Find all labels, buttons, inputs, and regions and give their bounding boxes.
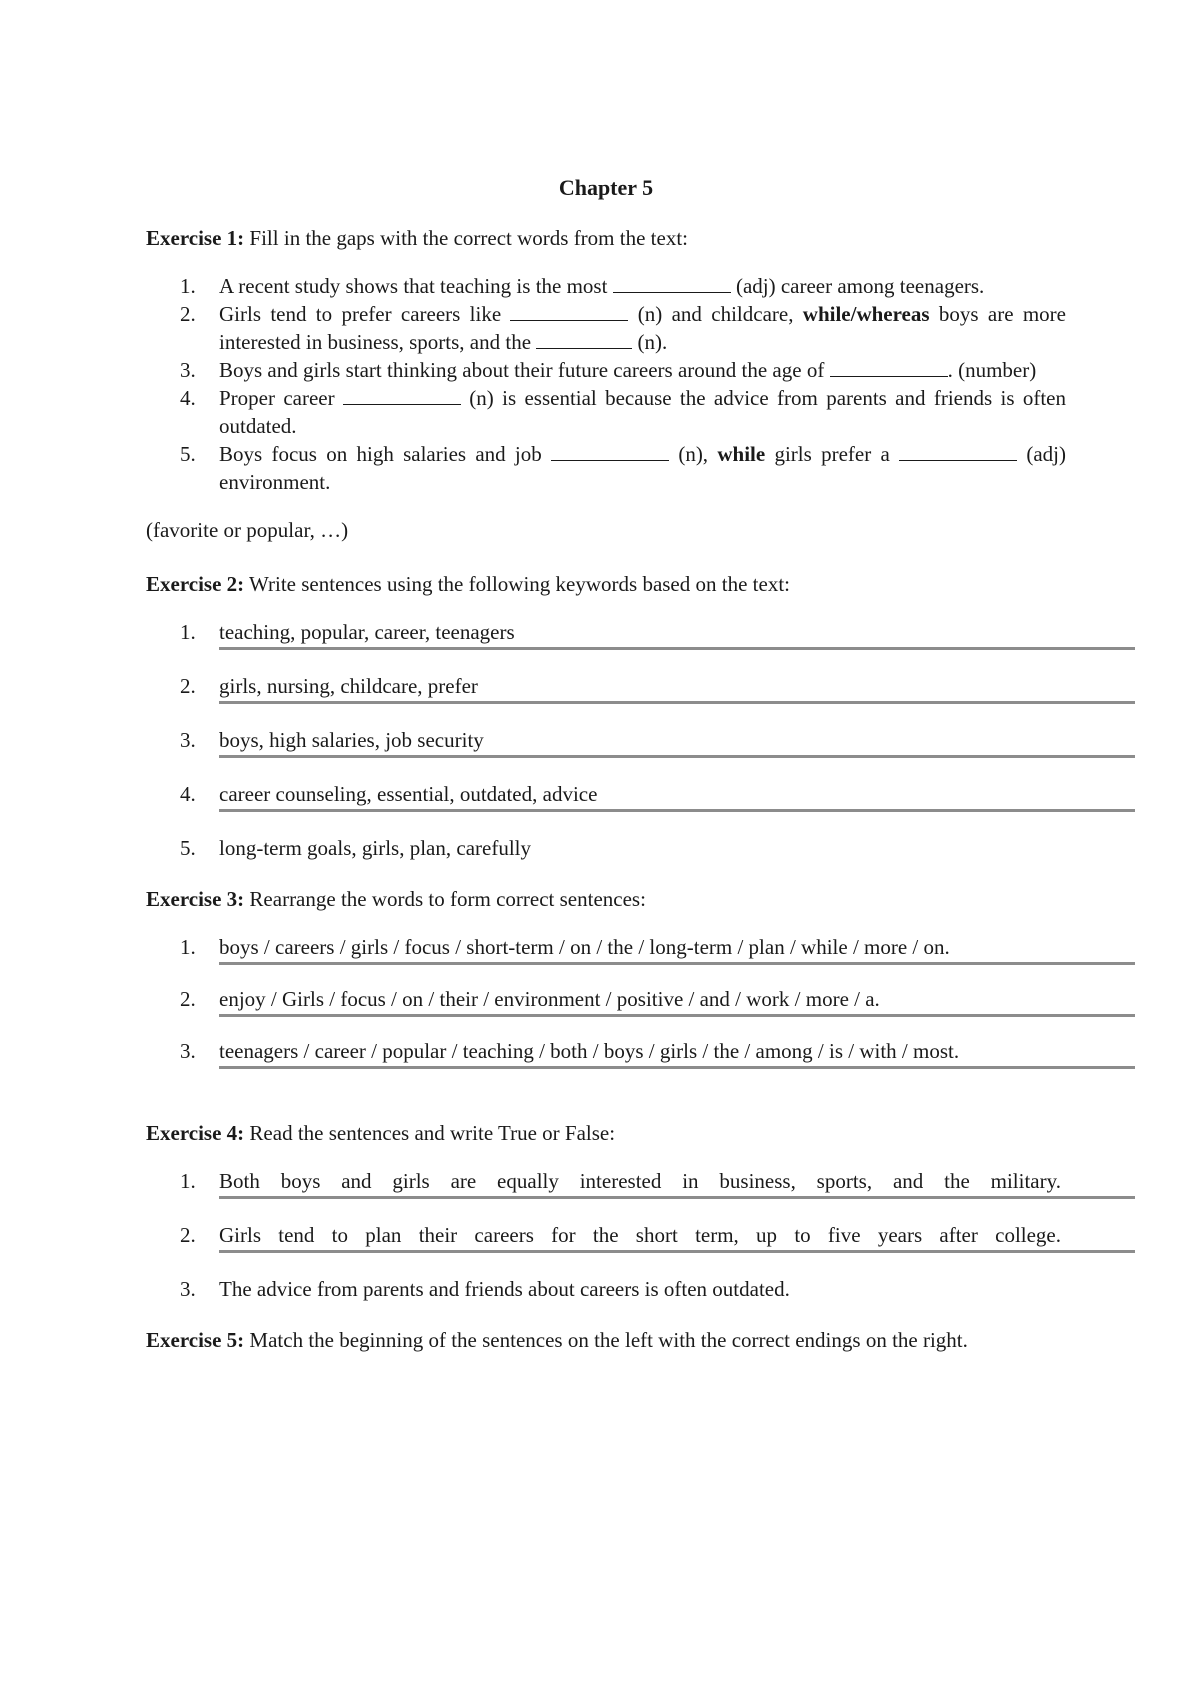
exercise5-instruction: Match the beginning of the sentences on the left with the correct endings on the right. xyxy=(244,1328,968,1352)
answer-line[interactable]: boys, high salaries, job security xyxy=(219,726,1135,758)
exercise2-item-3[interactable] xyxy=(146,726,1066,758)
item-text: girls prefer a xyxy=(765,442,900,466)
item-number: 2. xyxy=(180,987,196,1011)
exercise1-heading xyxy=(146,224,1066,252)
item-text: Proper career xyxy=(219,386,343,410)
bold-keyword: while xyxy=(717,442,766,466)
item-text: boys are more interested in business, sports, and the xyxy=(219,302,1066,354)
item-number: 2. xyxy=(180,1223,196,1247)
answer-line[interactable]: girls, nursing, childcare, prefer xyxy=(219,672,1135,704)
fill-blank[interactable] xyxy=(551,440,669,461)
item-text: teenagers / career / popular / teaching / both / boys / girls / the / among / is / with / most. xyxy=(219,1039,960,1063)
exercise1-list xyxy=(146,272,1066,496)
exercise5-heading xyxy=(146,1326,1062,1354)
worksheet-page xyxy=(146,174,1066,1354)
exercise2-item-5 xyxy=(146,834,1066,863)
exercise4-label: Exercise 4: xyxy=(146,1121,245,1145)
exercise3-item-3[interactable] xyxy=(146,1037,1066,1069)
exercise4-item-2[interactable] xyxy=(146,1221,1066,1253)
answer-line[interactable]: career counseling, essential, outdated, advice xyxy=(219,780,1135,812)
item-text: (n) is essential because the advice from parents and friends is often outdated. xyxy=(219,386,1066,438)
answer-line[interactable]: teaching, popular, career, teenagers xyxy=(219,618,1135,650)
item-number: 1. xyxy=(180,1169,196,1193)
item-number: 4. xyxy=(180,386,196,410)
exercise3-heading xyxy=(146,885,1066,913)
exercise1-item-5 xyxy=(146,440,1066,496)
exercise3-item-2[interactable] xyxy=(146,985,1066,1017)
exercise1-item-3 xyxy=(146,356,1066,384)
fill-blank[interactable] xyxy=(830,356,948,377)
exercise1-item-1 xyxy=(146,272,1066,300)
exercise3-instruction: Rearrange the words to form correct sentences: xyxy=(244,887,646,911)
item-text: (n). xyxy=(632,330,668,354)
exercise4-item-1[interactable] xyxy=(146,1167,1066,1199)
exercise4-instruction: Read the sentences and write True or False: xyxy=(244,1121,616,1145)
exercise1-label: Exercise 1: xyxy=(146,226,245,250)
exercise4-heading xyxy=(146,1119,1066,1147)
item-text: long-term goals, girls, plan, carefully xyxy=(219,836,531,860)
item-number: 4. xyxy=(180,782,196,806)
exercise2-heading xyxy=(146,570,1066,598)
item-number: 3. xyxy=(180,358,196,382)
item-text: boys / careers / girls / focus / short-term / on / the / long-term / plan / while / more / on. xyxy=(219,935,950,959)
item-number: 1. xyxy=(180,620,196,644)
exercise1-item-2 xyxy=(146,300,1066,356)
exercise3-item-1[interactable] xyxy=(146,933,1066,965)
answer-line[interactable] xyxy=(219,1167,1135,1199)
item-number: 3. xyxy=(180,1039,196,1063)
answer-line[interactable] xyxy=(219,1037,1135,1069)
fill-blank[interactable] xyxy=(510,300,628,321)
item-text: enjoy / Girls / focus / on / their / environment / positive / and / work / more / a. xyxy=(219,987,880,1011)
item-number: 3. xyxy=(180,728,196,752)
item-text: A recent study shows that teaching is the most xyxy=(219,274,613,298)
item-text: (adj) career among teenagers. xyxy=(730,274,985,298)
item-text: (adj) environment. xyxy=(219,442,1066,494)
exercise3-label: Exercise 3: xyxy=(146,887,245,911)
exercise3-list xyxy=(146,933,1066,1069)
fill-blank[interactable] xyxy=(536,328,632,349)
item-text: (n) and childcare, xyxy=(628,302,803,326)
item-text: Girls tend to prefer careers like xyxy=(219,302,511,326)
answer-line[interactable] xyxy=(219,1221,1135,1253)
item-text: Boys and girls start thinking about their future careers around the age of xyxy=(219,358,830,382)
fill-blank[interactable] xyxy=(343,384,461,405)
bold-keyword: while/whereas xyxy=(802,302,930,326)
exercise5-label: Exercise 5: xyxy=(146,1328,245,1352)
exercise1-item-4 xyxy=(146,384,1066,440)
item-number: 1. xyxy=(180,274,196,298)
exercise4-item-3 xyxy=(146,1275,1066,1304)
item-text: . (number) xyxy=(947,358,1037,382)
exercise1-note: (favorite or popular, …) xyxy=(146,518,349,542)
chapter-title: Chapter 5 xyxy=(558,175,654,200)
exercise2-item-4[interactable] xyxy=(146,780,1066,812)
exercise1-instruction: Fill in the gaps with the correct words from the text: xyxy=(244,226,688,250)
item-text: Both boys and girls are equally interested in business, sports, and the military. xyxy=(219,1169,1061,1193)
exercise2-label: Exercise 2: xyxy=(146,572,245,596)
item-number: 2. xyxy=(180,674,196,698)
answer-line[interactable] xyxy=(219,933,1135,965)
item-text: The advice from parents and friends about careers is often outdated. xyxy=(219,1277,790,1301)
exercise4-list xyxy=(146,1167,1066,1304)
fill-blank[interactable] xyxy=(899,440,1017,461)
item-number: 3. xyxy=(180,1277,196,1301)
item-number: 2. xyxy=(180,302,196,326)
exercise2-instruction: Write sentences using the following keywords based on the text: xyxy=(244,572,790,596)
exercise2-item-2[interactable] xyxy=(146,672,1066,704)
item-number: 1. xyxy=(180,935,196,959)
item-number: 5. xyxy=(180,836,196,860)
item-text: Girls tend to plan their careers for the short term, up to five years after college. xyxy=(219,1223,1061,1247)
item-text: (n), xyxy=(669,442,718,466)
answer-line[interactable] xyxy=(219,985,1135,1017)
exercise2-item-1[interactable] xyxy=(146,618,1066,650)
item-text: Boys focus on high salaries and job xyxy=(219,442,552,466)
item-number: 5. xyxy=(180,442,196,466)
exercise2-list xyxy=(146,618,1066,863)
item-row xyxy=(219,1275,1135,1304)
fill-blank[interactable] xyxy=(613,272,731,293)
